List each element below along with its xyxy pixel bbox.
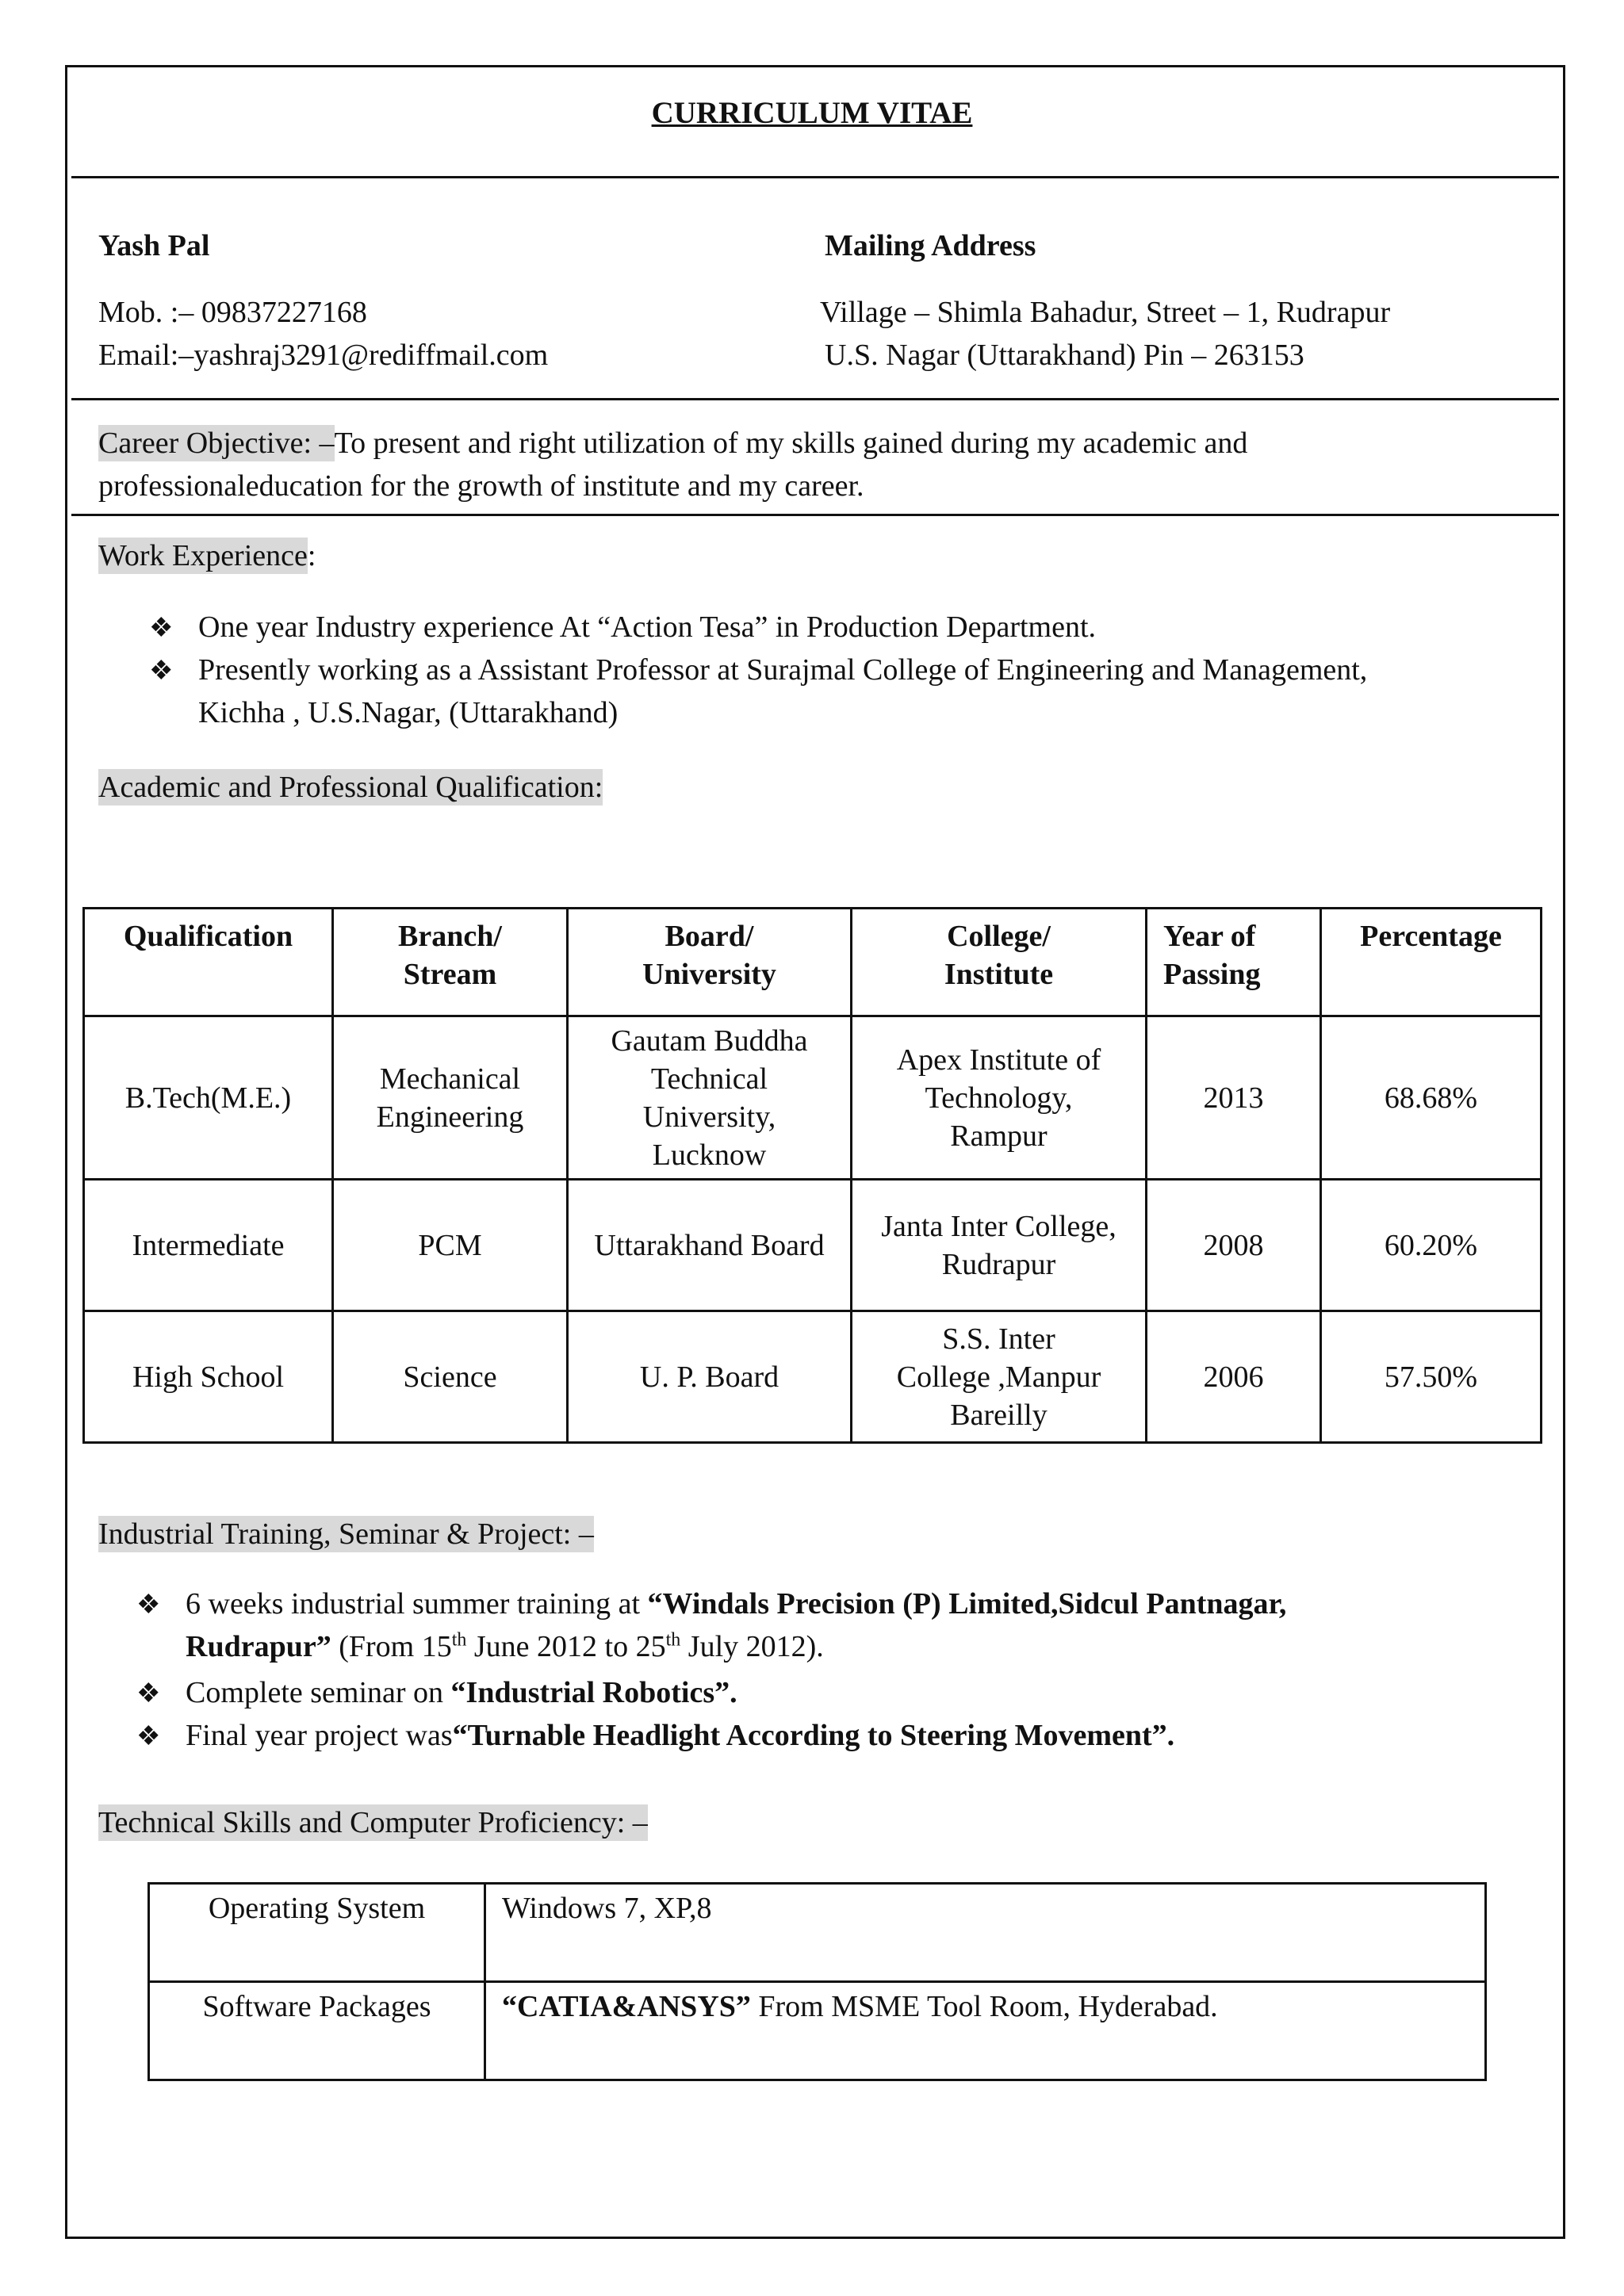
table-row	[84, 1311, 1542, 1443]
ordinal-suffix: th	[665, 1629, 681, 1651]
cell-percentage	[1321, 1180, 1542, 1311]
training-item-1-text: 6 weeks industrial summer training at	[186, 1587, 648, 1621]
cell-line: PCM	[418, 1228, 482, 1262]
cell-line: High School	[132, 1360, 285, 1394]
skills-row-software	[149, 1982, 1486, 2080]
cell-line: Passing	[1163, 958, 1261, 991]
cell-line: 2008	[1203, 1228, 1264, 1262]
work-item-1: One year Industry experience At “Action Tesa” in Production Department.	[198, 610, 1097, 644]
cell-line: Institute	[944, 958, 1054, 991]
cell-line: Branch/	[398, 920, 502, 953]
work-experience-heading	[98, 534, 316, 577]
career-objective-text-1: To present and right utilization of my skills gained during my academic and	[334, 427, 1248, 460]
cell-percentage	[1321, 909, 1542, 1016]
training-item-1-cont	[186, 1625, 824, 1668]
training-item-2	[186, 1671, 737, 1714]
cell-line: U. P. Board	[639, 1360, 779, 1394]
cell-percentage	[1321, 1311, 1542, 1443]
cell-year	[1147, 1016, 1321, 1180]
cell-line: Gautam Buddha	[611, 1024, 808, 1058]
training-dates-mid: June 2012 to 25	[466, 1630, 666, 1663]
project-text: Final year project was	[186, 1719, 453, 1752]
cell-college	[852, 1311, 1147, 1443]
cell-line: Technical	[650, 1062, 768, 1096]
academic-heading-label: Academic and Professional Qualification:	[98, 771, 603, 804]
cell-line: Bareilly	[950, 1398, 1048, 1432]
cell-line: Year of	[1163, 920, 1256, 953]
training-heading-label: Industrial Training, Seminar & Project: –	[98, 1517, 594, 1551]
cell-year	[1147, 1311, 1321, 1443]
cell-board	[568, 909, 852, 1016]
candidate-name: Yash Pal	[98, 229, 210, 262]
cell-line: Apex Institute of	[896, 1043, 1101, 1077]
cell-line: Science	[403, 1360, 497, 1394]
cell-qualification	[84, 1311, 333, 1443]
cell-line: College/	[947, 920, 1051, 953]
cell-branch	[333, 1311, 568, 1443]
qualification-table	[82, 907, 1542, 1444]
ordinal-suffix: th	[451, 1629, 467, 1651]
os-label: Operating System	[149, 1884, 485, 1982]
cell-line: Lucknow	[652, 1138, 767, 1172]
cell-line: 68.68%	[1384, 1081, 1478, 1115]
cell-line: 2006	[1203, 1360, 1264, 1394]
cell-line: Rampur	[950, 1119, 1048, 1153]
cell-college	[852, 1180, 1147, 1311]
cell-line: University,	[642, 1100, 776, 1134]
bullet-icon: ❖	[149, 656, 174, 686]
table-row	[84, 1016, 1542, 1180]
cell-year	[1147, 909, 1321, 1016]
address-line-2: U.S. Nagar (Uttarakhand) Pin – 263153	[825, 339, 1304, 372]
email-address: Email:–yashraj3291@rediffmail.com	[98, 339, 549, 372]
cell-line: Stream	[403, 958, 497, 991]
bullet-icon: ❖	[149, 614, 174, 643]
cell-board	[568, 1311, 852, 1443]
cell-board	[568, 1180, 852, 1311]
cell-line: College ,Manpur	[896, 1360, 1101, 1394]
work-item-2: Presently working as a Assistant Professor at Surajmal College of Engineering and Management,	[198, 653, 1368, 687]
table-header-row	[84, 909, 1542, 1016]
cell-board	[568, 1016, 852, 1180]
address-line-1: Village – Shimla Bahadur, Street – 1, Rudrapur	[820, 296, 1391, 329]
mobile-number: Mob. :– 09837227168	[98, 296, 367, 329]
project-title: “Turnable Headlight According to Steering Movement”.	[452, 1719, 1175, 1752]
cell-line: Mechanical	[379, 1062, 521, 1096]
cell-line: Percentage	[1360, 920, 1502, 953]
career-objective-text-2: professionaleducation for the growth of institute and my career.	[98, 469, 864, 503]
divider	[71, 398, 1559, 400]
work-item-2-cont: Kichha , U.S.Nagar, (Uttarakhand)	[198, 696, 619, 729]
career-objective	[98, 422, 1247, 465]
software-name: “CATIA&ANSYS”	[502, 1990, 751, 2023]
training-dates-end: July 2012).	[680, 1630, 824, 1663]
cell-college	[852, 909, 1147, 1016]
training-company: “Windals Precision (P) Limited,Sidcul Pantnagar,	[647, 1587, 1287, 1621]
cell-line: Board/	[665, 920, 754, 953]
cell-college	[852, 1016, 1147, 1180]
cell-line: 60.20%	[1384, 1228, 1478, 1262]
training-item-3	[186, 1714, 1174, 1757]
training-item-1	[186, 1582, 1286, 1625]
cell-year	[1147, 1180, 1321, 1311]
cell-line: 2013	[1203, 1081, 1264, 1115]
os-value: Windows 7, XP,8	[485, 1884, 1486, 1982]
skills-table	[147, 1882, 1487, 2081]
bullet-icon: ❖	[136, 1590, 161, 1620]
skills-heading-label: Technical Skills and Computer Proficiency: –	[98, 1806, 648, 1839]
divider	[71, 514, 1559, 516]
cell-branch	[333, 1016, 568, 1180]
cell-qualification	[84, 1180, 333, 1311]
cell-line: 57.50%	[1384, 1360, 1478, 1394]
training-location: Rudrapur”	[186, 1630, 331, 1663]
cell-line: Janta Inter College,	[881, 1209, 1116, 1243]
skills-heading	[98, 1801, 648, 1844]
cell-line: B.Tech(M.E.)	[124, 1081, 292, 1115]
cell-qualification	[84, 909, 333, 1016]
table-row	[84, 1180, 1542, 1311]
software-source: From MSME Tool Room, Hyderabad.	[750, 1990, 1218, 2023]
seminar-text: Complete seminar on	[186, 1676, 451, 1709]
mailing-address-heading: Mailing Address	[825, 229, 1036, 262]
document-title: CURRICULUM VITAE	[651, 96, 973, 130]
cell-line: S.S. Inter	[942, 1322, 1055, 1356]
cell-branch	[333, 909, 568, 1016]
cell-branch	[333, 1180, 568, 1311]
academic-heading	[98, 766, 603, 809]
training-dates: (From 15	[331, 1630, 452, 1663]
work-experience-colon: :	[307, 539, 316, 572]
cell-line: University	[642, 958, 776, 991]
bullet-icon: ❖	[136, 1679, 161, 1709]
work-experience-label: Work Experience	[98, 539, 308, 572]
seminar-title: “Industrial Robotics”.	[450, 1676, 737, 1709]
cell-line: Qualification	[123, 920, 293, 953]
software-value	[485, 1982, 1486, 2080]
career-objective-label: Career Objective: –	[98, 427, 335, 460]
software-label: Software Packages	[149, 1982, 485, 2080]
divider	[71, 176, 1559, 178]
bullet-icon: ❖	[136, 1722, 161, 1751]
cell-qualification	[84, 1016, 333, 1180]
cell-percentage	[1321, 1016, 1542, 1180]
cell-line: Intermediate	[132, 1228, 285, 1262]
cell-line: Uttarakhand Board	[594, 1228, 825, 1262]
skills-row-os	[149, 1884, 1486, 1982]
training-heading	[98, 1513, 594, 1556]
cell-line: Technology,	[925, 1081, 1073, 1115]
cell-line: Rudrapur	[941, 1247, 1056, 1281]
cell-line: Engineering	[376, 1100, 524, 1134]
